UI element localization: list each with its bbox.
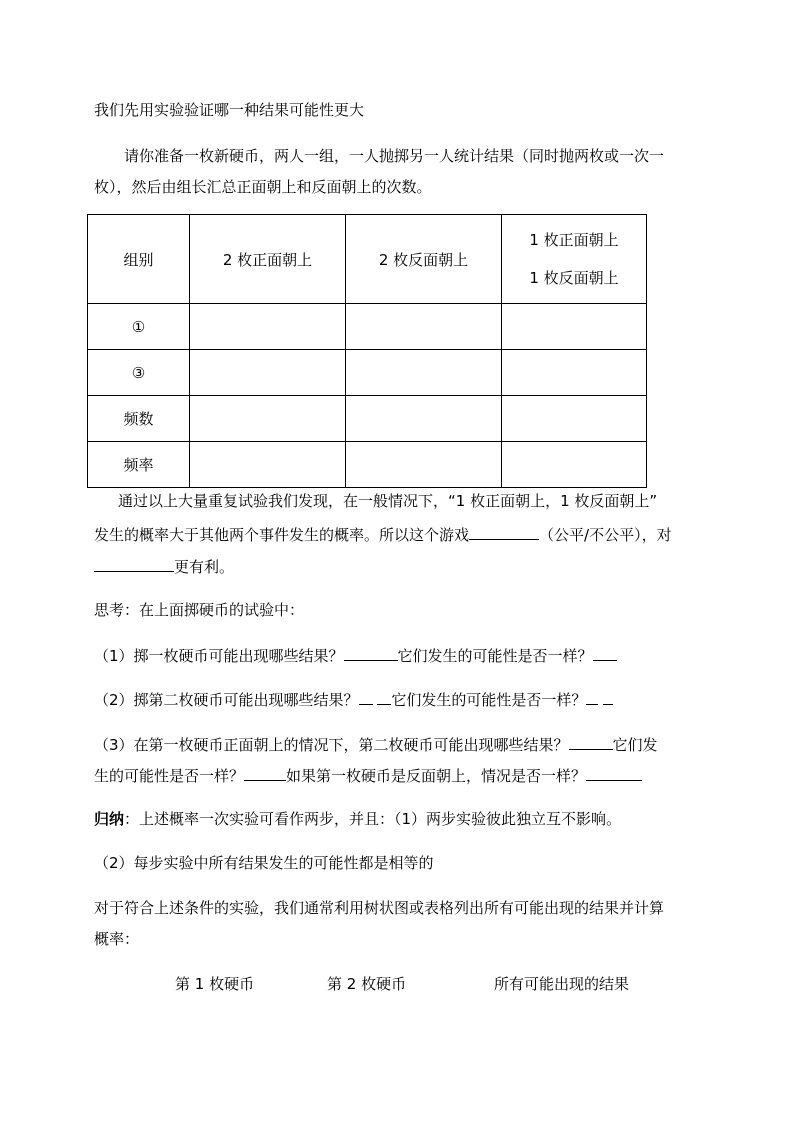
question-3-text-c: 生的可能性是否一样？ <box>94 767 245 785</box>
q1-blank-2[interactable] <box>593 645 617 661</box>
think-title: 思考：在上面掷硬币的试验中： <box>94 601 305 619</box>
summary-label: 归纳 <box>94 810 125 828</box>
question-2-text: （2）掷第二枚硬币可能出现哪些结果？ <box>94 691 359 709</box>
summary-text: ：上述概率一次实验可看作两步，并且：（1）两步实验彼此独立互不影响。 <box>124 810 622 828</box>
instruction-line-2: 枚），然后由组长汇总正面朝上和反面朝上的次数。 <box>94 178 432 196</box>
favored-party-blank[interactable] <box>94 556 174 572</box>
row-label: ③ <box>88 350 190 396</box>
method-line-1: 对于符合上述条件的实验，我们通常利用树状图或表格列出所有可能出现的结果并计算 <box>94 899 665 917</box>
header-two-tails: 2 枚反面朝上 <box>346 215 502 304</box>
table-cell[interactable] <box>190 304 346 350</box>
question-1 <box>94 645 617 666</box>
conclusion-text-c: 更有利。 <box>174 558 235 576</box>
q2-blank-1[interactable] <box>359 689 373 705</box>
header-group: 组别 <box>88 215 190 304</box>
q2-blank-4[interactable] <box>603 689 613 705</box>
question-3-line-2 <box>94 765 642 786</box>
conclusion-line-1: 通过以上大量重复试验我们发现，在一般情况下，“1 枚正面朝上，1 枚反面朝上” <box>118 492 658 510</box>
header-one-head: 1 枚正面朝上 <box>529 231 619 249</box>
summary-line <box>94 809 621 829</box>
table-cell[interactable] <box>190 350 346 396</box>
fair-answer-blank[interactable] <box>469 524 539 540</box>
heading: 我们先用实验验证哪一种结果可能性更大 <box>94 101 365 119</box>
table-cell[interactable] <box>190 396 346 442</box>
table-row <box>88 396 647 442</box>
header-two-heads: 2 枚正面朝上 <box>190 215 346 304</box>
table-cell[interactable] <box>502 396 647 442</box>
q3-blank-1[interactable] <box>569 734 613 750</box>
question-3-text: （3）在第一枚硬币正面朝上的情况下，第二枚硬币可能出现哪些结果？ <box>94 736 569 754</box>
results-table <box>87 214 647 488</box>
table-cell[interactable] <box>502 350 647 396</box>
conclusion-text-a: 发生的概率大于其他两个事件发生的概率。所以这个游戏 <box>94 526 470 544</box>
row-label: 频数 <box>88 396 190 442</box>
header-one-each <box>502 215 647 304</box>
question-3-text-b: 它们发 <box>612 736 658 754</box>
question-1-text: （1）掷一枚硬币可能出现哪些结果？ <box>94 647 344 665</box>
table-row <box>88 304 647 350</box>
q2-blank-3[interactable] <box>586 689 598 705</box>
q2-blank-2[interactable] <box>377 689 391 705</box>
question-1-text-b: 它们发生的可能性是否一样？ <box>397 647 593 665</box>
method-line-2: 概率： <box>94 930 140 948</box>
table-header-row <box>88 215 647 304</box>
header-one-tail: 1 枚反面朝上 <box>529 269 619 287</box>
conclusion-text-b: （公平/不公平），对 <box>539 526 672 544</box>
question-2 <box>94 689 613 710</box>
tree-header-first-coin: 第 1 枚硬币 <box>175 975 255 993</box>
table-cell[interactable] <box>190 442 346 488</box>
tree-header-all-results: 所有可能出现的结果 <box>494 975 630 993</box>
q1-blank-1[interactable] <box>344 645 398 661</box>
conclusion-line-2 <box>94 524 672 545</box>
table-row <box>88 350 647 396</box>
table-cell[interactable] <box>502 442 647 488</box>
instruction-line-1: 请你准备一枚新硬币，两人一组，一人抛掷另一人统计结果（同时抛两枚或一次一 <box>124 147 665 165</box>
table-cell[interactable] <box>346 350 502 396</box>
table-cell[interactable] <box>346 396 502 442</box>
row-label: 频率 <box>88 442 190 488</box>
question-3-line-1 <box>94 734 658 755</box>
tree-header-second-coin: 第 2 枚硬币 <box>327 975 407 993</box>
q3-blank-2[interactable] <box>244 765 286 781</box>
question-3-text-d: 如果第一枚硬币是反面朝上，情况是否一样？ <box>286 767 587 785</box>
table-row <box>88 442 647 488</box>
row-label: ① <box>88 304 190 350</box>
table-cell[interactable] <box>346 304 502 350</box>
table-cell[interactable] <box>502 304 647 350</box>
question-2-text-b: 它们发生的可能性是否一样？ <box>391 691 587 709</box>
conclusion-line-3 <box>94 556 234 577</box>
table-cell[interactable] <box>346 442 502 488</box>
summary-point-2: （2）每步实验中所有结果发生的可能性都是相等的 <box>94 854 434 872</box>
q3-blank-3[interactable] <box>586 765 642 781</box>
